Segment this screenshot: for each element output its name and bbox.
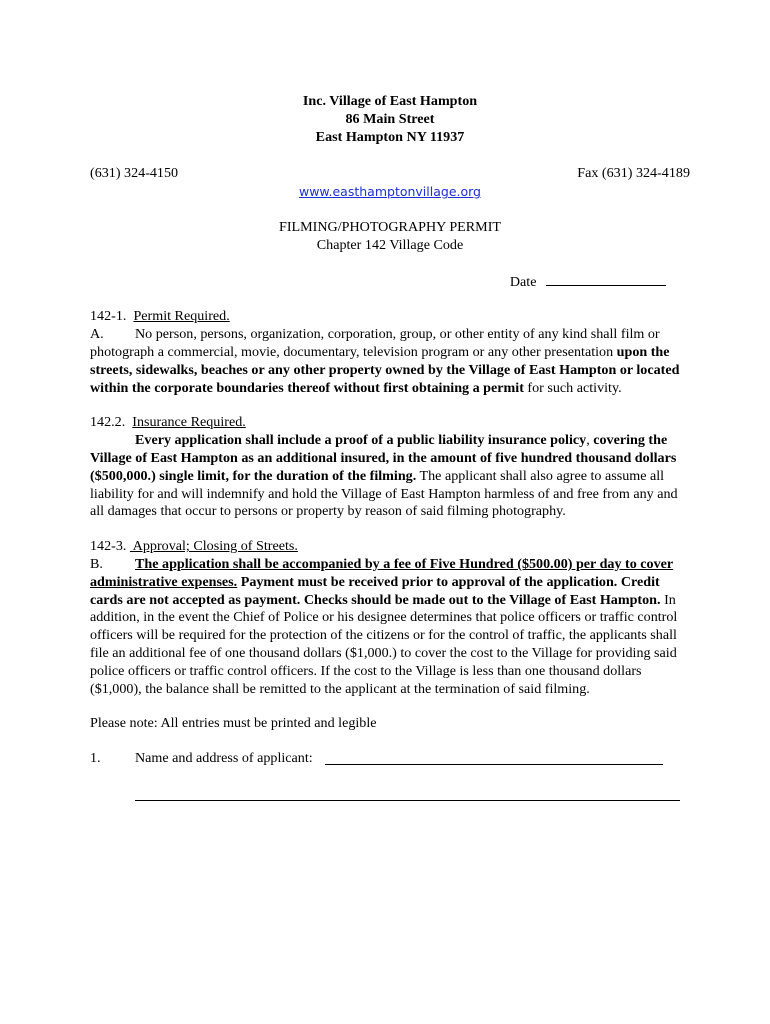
website-link[interactable]: www.easthamptonvillage.org: [298, 184, 481, 200]
entries-note: Please note: All entries must be printed and legible: [90, 715, 377, 732]
section-142-3-title: Approval; Closing of Streets.: [129, 538, 298, 555]
applicant-address-blank-line[interactable]: [135, 786, 680, 801]
section-142-1-body: A. No person, persons, organization, corporation, group, or other entity of any kind shall film or photograph a commercial, movie, documentary, television program or any other presentation upon the streets, sidewalks, beaches or any other property owned by the Village of East Hampton or located within the corporate boundaries thereof without first obtaining a permit for such activity.: [90, 326, 680, 396]
item-number: 1.: [90, 750, 101, 767]
applicant-label: Name and address of applicant:: [135, 750, 313, 767]
village-name: Inc. Village of East Hampton: [302, 93, 478, 109]
section-142-2: [90, 414, 690, 521]
date-field: [90, 271, 690, 292]
applicant-field: [90, 750, 690, 768]
section-142-3-body: B. The application shall be accompanied by a fee of Five Hundred ($500.00) per day to cover administrative expenses. Payment must be received prior to approval of the application. Credit cards are not accepted as payment. Checks should be made out to the Village of East Hampton. In addition, in the event the Chief of Police or his designee determines that police officers or traffic control officers will be required for the protection of the citizens or for the control of traffic, the applicants shall file an additional fee of one thousand dollars ($1,000.) to cover the cost to the Village for providing said police officers or traffic control officers. If the cost to the Village is less than one thousand dollars ($1,000), the balance shall be remitted to the applicant at the termination of said filming.: [90, 555, 678, 697]
street-address: 86 Main Street: [345, 110, 435, 127]
section-142-3-heading: 142-3. Approval; Closing of Streets.: [90, 538, 298, 555]
permit-title-block: [90, 219, 690, 255]
letterhead: [90, 93, 690, 146]
permit-subtitle: Chapter 142 Village Code: [316, 236, 464, 253]
section-142-2-heading: 142.2. Insurance Required.: [90, 414, 246, 431]
city-state-zip: East Hampton NY 11937: [315, 128, 465, 145]
section-142-1-heading: 142-1. Permit Required.: [90, 308, 230, 325]
date-blank-line[interactable]: [546, 271, 666, 286]
phone-number: (631) 324-4150: [90, 165, 179, 182]
section-142-1: [90, 308, 690, 397]
fax-number: Fax (631) 324-4189: [577, 165, 690, 182]
paragraph-letter-a: A.: [90, 326, 104, 343]
section-142-2-title: Insurance Required.: [132, 414, 246, 431]
date-label: Date: [509, 273, 537, 290]
paragraph-letter-b: B.: [90, 555, 103, 572]
section-142-3: [90, 538, 690, 698]
section-142-2-body: Every application shall include a proof of a public liability insurance policy, covering the Village of East Hampton as an additional insured, in the amount of five hundred thousand dollars ($500,000.) single limit, for the duration of the filming. The applicant shall also agree to assume all liability for and will indemnify and hold the Village of East Hampton harmless of and free from any and all damages that occur to persons or property by reason of said filming photography.: [90, 432, 678, 520]
section-142-1-title: Permit Required.: [133, 308, 230, 325]
website-row: [90, 183, 690, 202]
permit-document: [90, 93, 690, 801]
applicant-blank-line[interactable]: [325, 750, 663, 765]
contact-row: [90, 165, 690, 183]
permit-title: FILMING/PHOTOGRAPHY PERMIT: [279, 218, 501, 235]
